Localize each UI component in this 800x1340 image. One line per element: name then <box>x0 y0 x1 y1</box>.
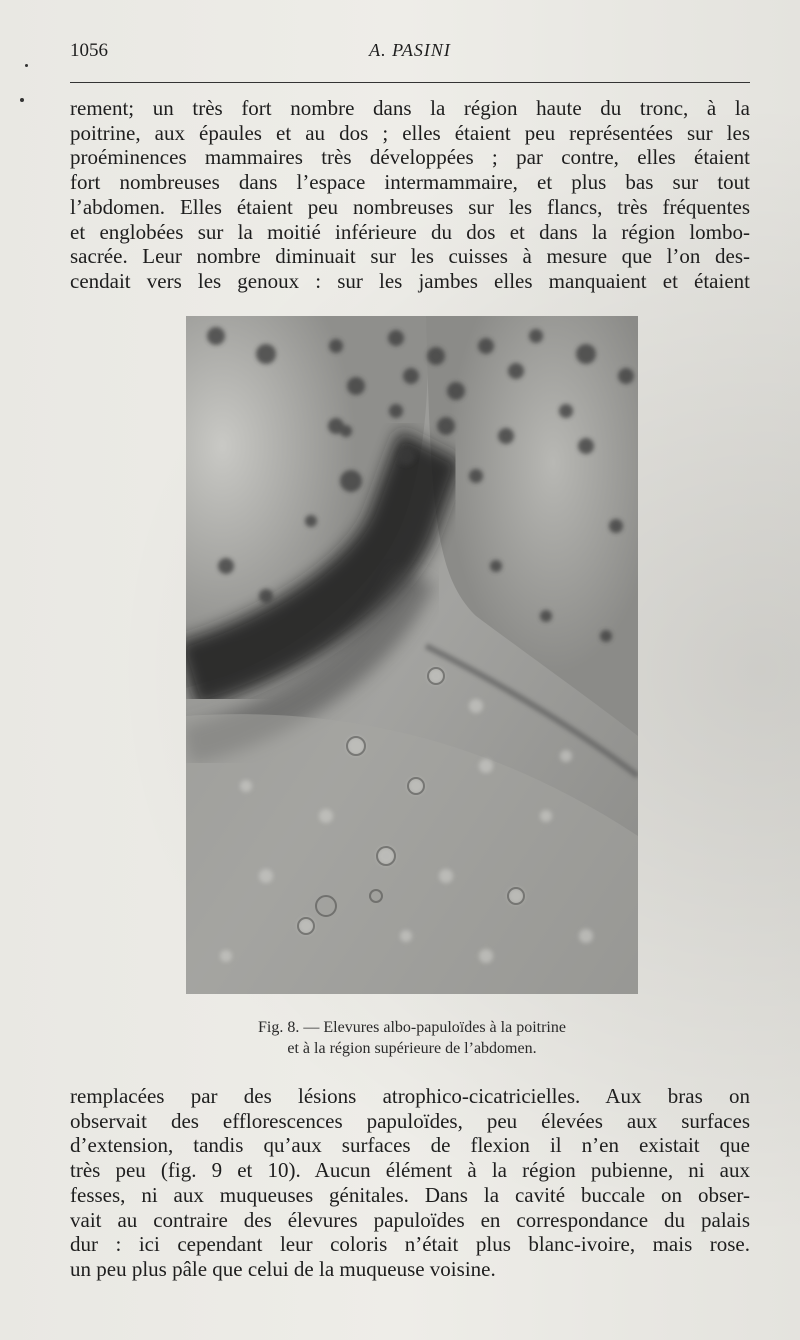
text-line: rement; un très fort nombre dans la région haute du tronc, à la <box>70 96 750 120</box>
figure-photograph <box>186 316 638 994</box>
text-line: un peu plus pâle que celui de la muqueuse voisine. <box>70 1256 496 1281</box>
skin-photo <box>186 316 638 994</box>
text-line: vait au contraire des élevures papuloïdes en correspondance du palais <box>70 1207 750 1232</box>
text-line: dur : ici cependant leur coloris n’était plus blanc-ivoire, mais rose. <box>70 1232 750 1257</box>
page-speck <box>25 64 28 67</box>
paragraph-bottom <box>70 1084 750 1282</box>
text-line: proéminences mammaires très développées ; par contre, elles étaient <box>70 145 750 170</box>
page-speck <box>20 98 24 102</box>
header-rule <box>70 82 750 83</box>
text-line: et englobées sur la moitié inférieure du dos et dans la région lombo- <box>70 219 750 244</box>
text-line: observait des efflorescences papuloïdes, peu élevées aux surfaces <box>70 1108 750 1133</box>
text-line: cendait vers les genoux : sur les jambes elles manquaient et étaient <box>70 268 750 293</box>
figure-caption-line-1: Fig. 8. — Elevures albo-papuloïdes à la poitrine <box>258 1019 566 1036</box>
running-head: A. PASINI <box>369 40 451 60</box>
text-line: l’abdomen. Elles étaient peu nombreuses sur les flancs, très fréquentes <box>70 194 750 219</box>
text-line: sacrée. Leur nombre diminuait sur les cuisses à mesure que l’on des- <box>70 244 750 269</box>
text-line: poitrine, aux épaules et au dos ; elles étaient peu représentées sur les <box>70 120 750 145</box>
page-number: 1056 <box>70 40 108 61</box>
paragraph-top <box>70 96 750 294</box>
text-line: fort nombreuses dans l’espace intermammaire, et plus bas sur tout <box>70 170 750 195</box>
text-line: d’extension, tandis qu’aux surfaces de flexion il n’en existait que <box>70 1133 750 1158</box>
figure-caption-line-2: et à la région supérieure de l’abdomen. <box>287 1040 537 1057</box>
text-line: remplacées par des lésions atrophico-cicatricielles. Aux bras on <box>70 1084 750 1108</box>
text-line: fesses, ni aux muqueuses génitales. Dans la cavité buccale on obser- <box>70 1182 750 1207</box>
page-header <box>70 38 750 68</box>
text-line: très peu (fig. 9 et 10). Aucun élément à la région pubienne, ni aux <box>70 1158 750 1183</box>
